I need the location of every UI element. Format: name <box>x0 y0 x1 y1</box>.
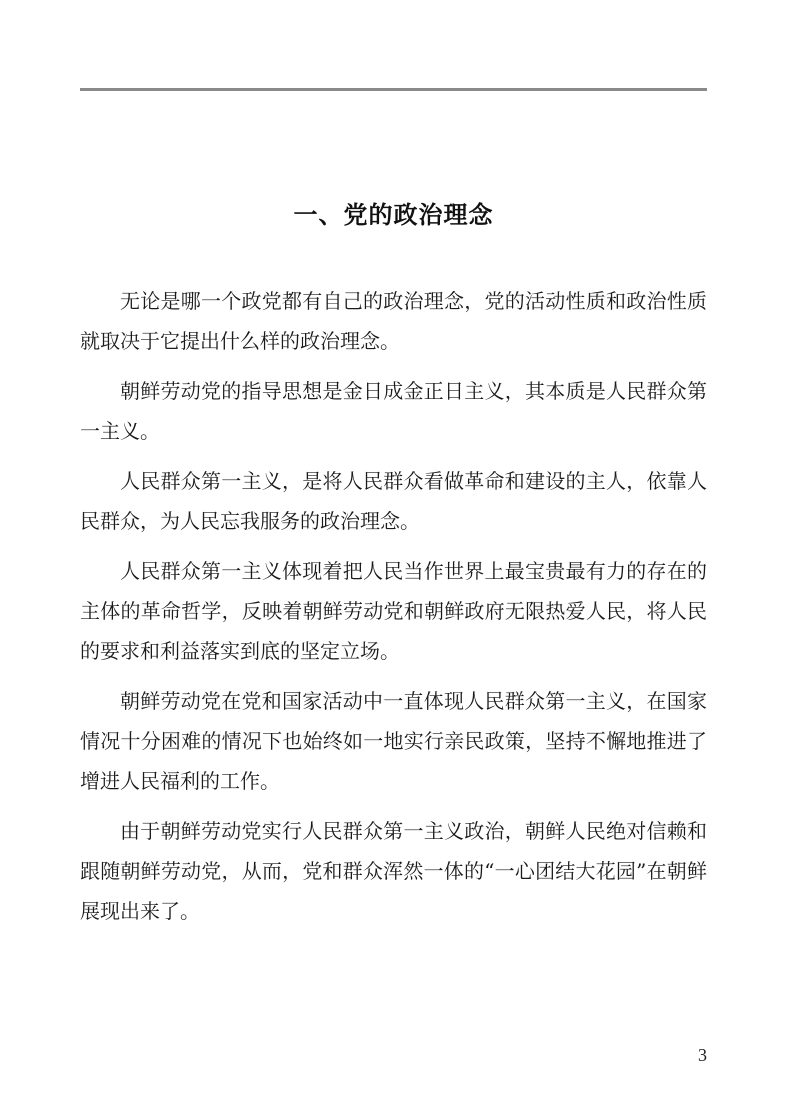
paragraph-3: 人民群众第一主义，是将人民群众看做革命和建设的主人，依靠人民群众，为人民忘我服务的政治理念。 <box>80 469 707 533</box>
paragraph-2: 朝鲜劳动党的指导思想是金日成金正日主义，其本质是人民群众第一主义。 <box>80 379 707 443</box>
paragraph-1: 无论是哪一个政党都有自己的政治理念，党的活动性质和政治性质就取决于它提出什么样的政治理念。 <box>80 289 707 353</box>
paragraph-6: 由于朝鲜劳动党实行人民群众第一主义政治，朝鲜人民绝对信赖和跟随朝鲜劳动党，从而，党和群众浑然一体的“一心团结大花园”在朝鲜展现出来了。 <box>80 819 707 923</box>
paragraph-4: 人民群众第一主义体现着把人民当作世界上最宝贵最有力的存在的主体的革命哲学，反映着朝鲜劳动党和朝鲜政府无限热爱人民，将人民的要求和利益落实到底的坚定立场。 <box>80 559 707 663</box>
section-title: 一、党的政治理念 <box>293 201 494 229</box>
body-text <box>80 281 707 941</box>
paragraph-5: 朝鲜劳动党在党和国家活动中一直体现人民群众第一主义，在国家情况十分困难的情况下也始终如一地实行亲民政策，坚持不懈地推进了增进人民福利的工作。 <box>80 689 707 793</box>
header-rule <box>80 88 707 91</box>
page-number: 3 <box>698 1045 707 1065</box>
